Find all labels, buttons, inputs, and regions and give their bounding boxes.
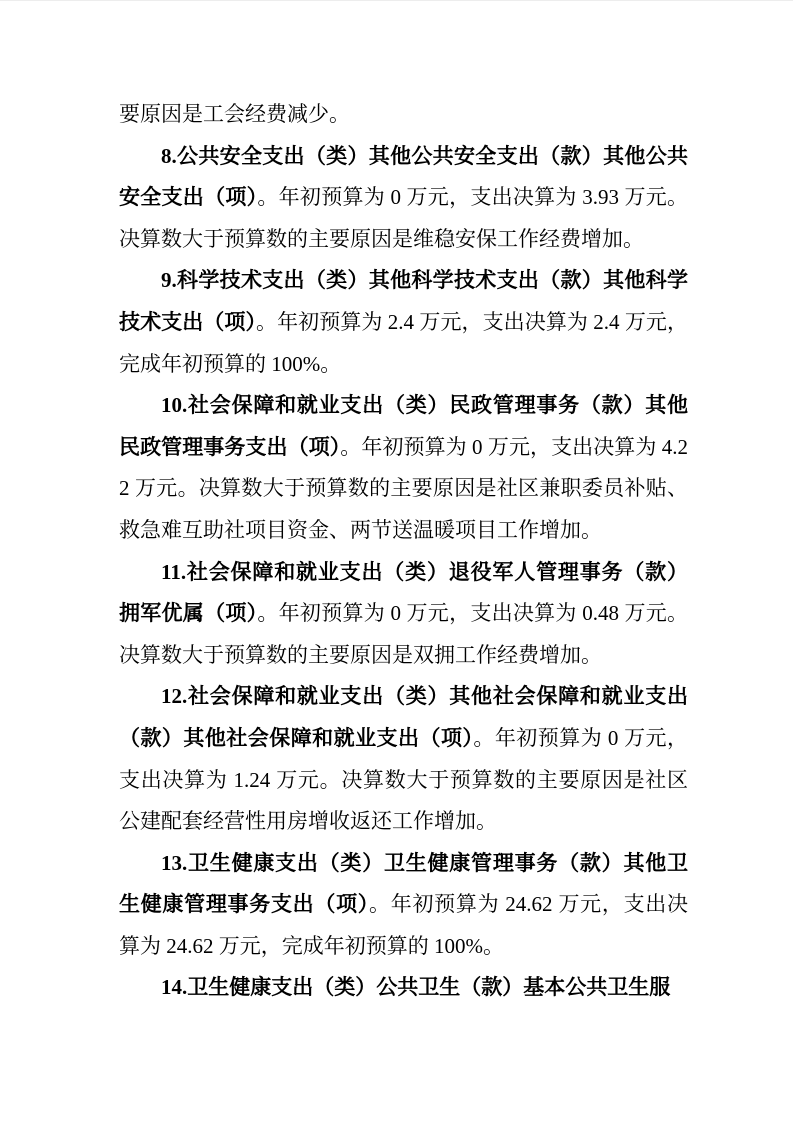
paragraph-9: [119, 260, 688, 385]
paragraph-text: 。年初预算为 24.62 万元，支出决算为 24.62 万元，完成年初预算的 100%。: [119, 892, 689, 958]
document-body: [119, 94, 688, 1009]
paragraph-lead: 12.社会保障和就业支出（类）其他社会保障和就业支出（款）其他社会保障和就业支出（项）: [119, 684, 688, 750]
paragraph-text: 。年初预算为 0 万元，支出决算为 3.93 万元。决算数大于预算数的主要原因是维稳安保工作经费增加。: [119, 185, 689, 251]
paragraph-lead: 10.社会保障和就业支出（类）民政管理事务（款）其他民政管理事务支出（项）: [119, 393, 688, 459]
paragraph-lead: 8.公共安全支出（类）其他公共安全支出（款）其他公共安全支出（项）: [119, 143, 688, 210]
paragraph-text: 。年初预算为 0 万元，支出决算为 1.24 万元。决算数大于预算数的主要原因是社区公建配套经营性用房增收返还工作增加。: [119, 725, 689, 834]
paragraph-12: [119, 676, 688, 842]
paragraph-lead: 13.卫生健康支出（类）卫生健康管理事务（款）其他卫生健康管理事务支出（项）: [119, 850, 688, 917]
paragraph-8: [119, 136, 688, 261]
paragraph-text: 要原因是工会经费减少。: [119, 102, 350, 126]
paragraph-11: [119, 552, 688, 677]
paragraph-10: [119, 385, 688, 551]
paragraph-text: 。年初预算为 0 万元，支出决算为 0.48 万元。决算数大于预算数的主要原因是双拥工作经费增加。: [119, 601, 689, 667]
paragraph-lead: 14.卫生健康支出（类）公共卫生（款）基本公共卫生服: [161, 975, 671, 1000]
paragraph-13: [119, 843, 688, 968]
paragraph-continuation: [119, 94, 688, 136]
paragraph-14: [119, 967, 688, 1009]
paragraph-text: 。年初预算为 2.4 万元，支出决算为 2.4 万元，完成年初预算的 100%。: [119, 309, 689, 376]
paragraph-lead: 11.社会保障和就业支出（类）退役军人管理事务（款）拥军优属（项）: [119, 559, 688, 626]
paragraph-lead: 9.科学技术支出（类）其他科学技术支出（款）其他科学技术支出（项）: [119, 268, 688, 334]
paragraph-text: 。年初预算为 0 万元，支出决算为 4.22 万元。决算数大于预算数的主要原因是社区兼职委员补贴、救急难互助社项目资金、两节送温暖项目工作增加。: [119, 434, 689, 542]
